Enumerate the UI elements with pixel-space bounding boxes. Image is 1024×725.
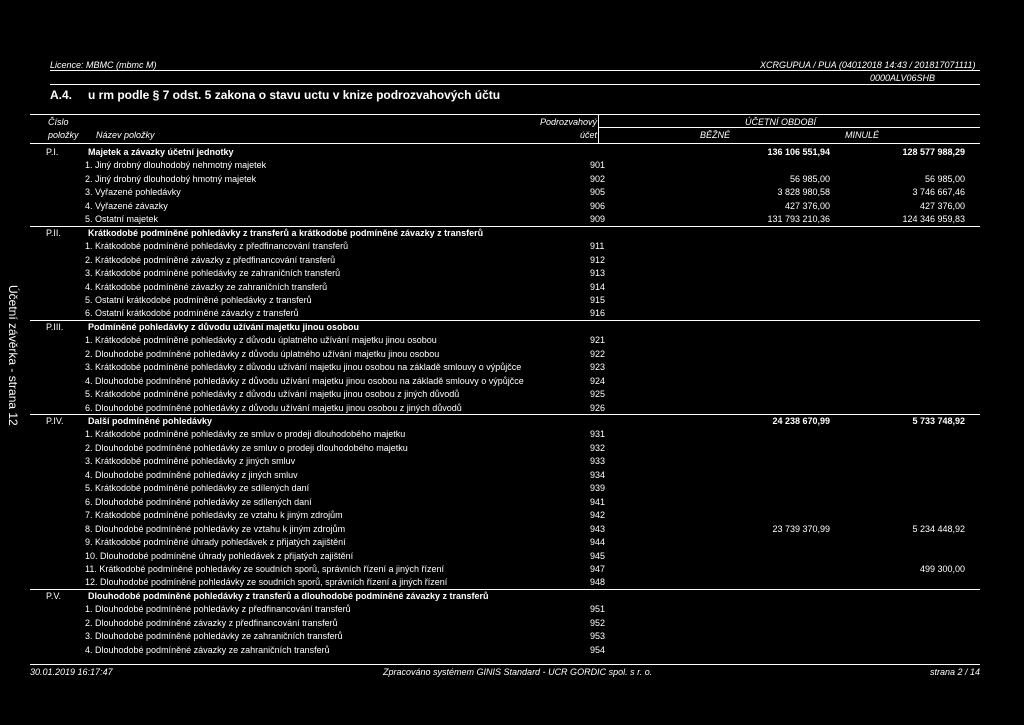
row-name: 4. Dlouhodobé podmíněné závazky ze zahraničních transferů (85, 644, 330, 655)
row-name: 5. Krátkodobé podmíněné pohledávky ze sdílených daní (85, 483, 310, 494)
col-polozky: položky (48, 130, 79, 140)
row-code: 931 (590, 429, 606, 440)
row-previous: 124 346 959,83 (902, 214, 965, 225)
row-previous: 427 376,00 (919, 200, 965, 211)
row-code: 947 (590, 563, 606, 574)
system-id: XCRGUPUA / PUA (04012018 14:43 / 201817071111) (760, 60, 976, 70)
row-name: 8. Dlouhodobé podmíněné pohledávky ze vztahu k jiným zdrojům (85, 523, 346, 534)
row-name: Další podmíněné pohledávky (88, 416, 213, 426)
row-code: 912 (590, 254, 606, 265)
row-code: 951 (590, 604, 606, 615)
row-code: 905 (590, 187, 606, 198)
table-row (30, 522, 980, 536)
page-title: u rm podle § 7 odst. 5 zakona o stavu uctu v knize podrozvahových účtu (88, 88, 501, 102)
col-podrozvahovy: Podrozvahový (540, 117, 598, 127)
row-current: 3 828 980,58 (777, 187, 830, 198)
table-row (30, 333, 980, 347)
table-row (30, 306, 980, 320)
row-name: 9. Krátkodobé podmíněné úhrady pohledávek z přijatých zajištění (85, 537, 346, 548)
row-name: 1. Jiný drobný dlouhodobý nehmotný majetek (85, 160, 267, 171)
table-row (30, 401, 980, 415)
row-name: 2. Krátkodobé podmíněné závazky z předfinancování transferů (85, 254, 336, 265)
table-header-rule (30, 143, 980, 144)
table-row (30, 495, 980, 509)
row-code: 934 (590, 469, 606, 480)
table-row (30, 158, 980, 172)
col-cislo: Číslo (48, 117, 69, 127)
row-previous: 3 746 667,46 (912, 187, 965, 198)
row-section: P.V. (46, 590, 62, 601)
row-code: 926 (590, 402, 606, 413)
row-name: 1. Krátkodobé podmíněné pohledávky z předfinancování transferů (85, 241, 349, 252)
row-name: 7. Krátkodobé podmíněné pohledávky ze vztahu k jiným zdrojům (85, 510, 343, 521)
footer-system: Zpracováno systémem GINIS Standard - UCR GORDIC spol. s r. o. (383, 667, 653, 677)
row-code: 942 (590, 510, 606, 521)
row-name: Majetek a závazky účetní jednotky (88, 147, 234, 157)
section-rule (30, 226, 980, 227)
row-name: 12. Dlouhodobé podmíněné pohledávky ze soudních sporů, správních řízení a jiných řízení (85, 577, 448, 588)
row-previous: 5 234 448,92 (912, 523, 965, 534)
table-row (30, 185, 980, 199)
row-name: 2. Dlouhodobé podmíněné pohledávky z důvodu úplatného užívání majetku jinou osobou (85, 348, 440, 359)
row-code: 909 (590, 214, 606, 225)
licence-text: Licence: MBMC (mbmc M) (50, 60, 157, 70)
row-name: 1. Dlouhodobé podmíněné pohledávky z předfinancování transferů (85, 604, 351, 615)
row-name: 2. Jiný drobný dlouhodobý hmotný majetek (85, 173, 257, 184)
row-name: 2. Dlouhodobé podmíněné závazky z předfinancování transferů (85, 617, 338, 628)
row-current: 24 238 670,99 (772, 416, 830, 426)
row-name: 11. Krátkodobé podmíněné pohledávky ze soudních sporů, správních řízení a jiných řízení (85, 563, 445, 574)
table-row (30, 454, 980, 468)
row-current: 427 376,00 (784, 200, 830, 211)
row-name: 6. Dlouhodobé podmíněné pohledávky z důvodu užívání majetku jinou osobou z jiných důvodů (85, 402, 462, 413)
table-row (30, 293, 980, 307)
row-current: 56 985,00 (789, 173, 830, 184)
footer-datetime: 30.01.2019 16:17:47 (30, 667, 113, 677)
row-code: 924 (590, 375, 606, 386)
table-row (30, 643, 980, 657)
row-code: 925 (590, 389, 606, 400)
table-row (30, 199, 980, 213)
row-code: 923 (590, 362, 606, 373)
row-code: 921 (590, 335, 606, 346)
row-name: 4. Dlouhodobé podmíněné pohledávky z jiných smluv (85, 469, 298, 480)
row-name: 6. Dlouhodobé podmíněné pohledávky ze sdílených daní (85, 496, 312, 507)
row-code: 944 (590, 537, 606, 548)
section-rule (30, 414, 980, 415)
row-previous: 128 577 988,29 (902, 147, 965, 157)
table-row (30, 441, 980, 455)
section-row (30, 145, 980, 159)
row-name: 1. Krátkodobé podmíněné pohledávky ze smluv o prodeji dlouhodobého majetku (85, 429, 406, 440)
row-name: 4. Krátkodobé podmíněné závazky ze zahraničních transferů (85, 281, 328, 292)
col-minule: MINULÉ (845, 130, 880, 140)
section-rule (30, 320, 980, 321)
row-name: 5. Krátkodobé podmíněné pohledávky z důvodu užívání majetku jinou osobou z jiných důvodů (85, 389, 460, 400)
side-label (2, 285, 42, 425)
table-row (30, 575, 980, 589)
col-ucet: účet (580, 130, 598, 140)
table-row (30, 374, 980, 388)
table-row (30, 212, 980, 226)
table-row (30, 239, 980, 253)
row-code: 945 (590, 550, 606, 561)
table-row (30, 468, 980, 482)
table-row (30, 387, 980, 401)
section-number: A.4. (50, 88, 73, 102)
row-code: 953 (590, 631, 606, 642)
row-name: 5. Ostatní majetek (85, 214, 159, 225)
row-code: 914 (590, 281, 606, 292)
row-name: 5. Ostatní krátkodobé podmíněné pohledávky z transferů (85, 294, 312, 305)
row-name: 3. Dlouhodobé podmíněné pohledávky ze zahraničních transferů (85, 631, 343, 642)
row-code: 939 (590, 483, 606, 494)
row-code: 952 (590, 617, 606, 628)
table-row (30, 602, 980, 616)
row-section: P.II. (46, 227, 61, 238)
row-code: 948 (590, 577, 606, 588)
table-row (30, 549, 980, 563)
row-code: 906 (590, 200, 606, 211)
row-name: 10. Dlouhodobé podmíněné úhrady pohledávek z přijatých zajištění (85, 550, 354, 561)
row-name: Krátkodobé podmíněné pohledávky z transferů a krátkodobé podmíněné závazky z transferů (88, 227, 484, 238)
header-rule (50, 70, 980, 71)
row-name: Podmíněné pohledávky z důvodu užívání majetku jinou osobou (88, 321, 360, 332)
row-code: 954 (590, 644, 606, 655)
row-name: 1. Krátkodobé podmíněné pohledávky z důvodu úplatného užívání majetku jinou osobou (85, 335, 437, 346)
obdobi-rule (598, 127, 980, 128)
section-row (30, 320, 980, 334)
col-divider (598, 114, 599, 144)
row-previous: 499 300,00 (919, 563, 965, 574)
table-row (30, 347, 980, 361)
row-name: Dlouhodobé podmíněné pohledávky z transferů a dlouhodobé podmíněné závazky z transferů (88, 590, 489, 601)
row-code: 922 (590, 348, 606, 359)
table-row (30, 266, 980, 280)
row-code: 933 (590, 456, 606, 467)
row-current: 136 106 551,94 (767, 147, 830, 157)
table-row (30, 562, 980, 576)
section-row (30, 589, 980, 603)
row-code: 915 (590, 294, 606, 305)
table-row (30, 253, 980, 267)
table-row (30, 172, 980, 186)
row-code: 911 (590, 241, 605, 252)
side-label-text: Účetní závěrka - strana 12 (6, 285, 20, 426)
section-rule (30, 589, 980, 590)
row-current: 23 739 370,99 (772, 523, 830, 534)
row-section: P.IV. (46, 416, 64, 426)
row-section: P.III. (46, 321, 64, 332)
footer-page: strana 2 / 14 (930, 667, 981, 677)
row-current: 131 793 210,36 (767, 214, 830, 225)
row-code: 943 (590, 523, 606, 534)
row-code: 901 (590, 160, 606, 171)
row-name: 6. Ostatní krátkodobé podmíněné závazky z transferů (85, 308, 299, 319)
row-name: 4. Dlouhodobé podmíněné pohledávky z důvodu užívání majetku jinou osobou na základě smlouvy o výpůjčce (85, 375, 524, 386)
table-row (30, 616, 980, 630)
table-row (30, 481, 980, 495)
table-row (30, 508, 980, 522)
row-name: 3. Krátkodobé podmíněné pohledávky z jiných smluv (85, 456, 296, 467)
row-name: 3. Krátkodobé podmíněné pohledávky z důvodu užívání majetku jinou osobou na základě smlouvy o výpůjčce (85, 362, 522, 373)
header-rule-2 (50, 84, 980, 85)
col-obdobi: ÚČETNÍ OBDOBÍ (745, 117, 817, 127)
row-previous: 5 733 748,92 (912, 416, 965, 426)
table-top-rule (30, 114, 980, 115)
table-row (30, 360, 980, 374)
col-bezne: BĚŽNÉ (700, 130, 731, 140)
section-row (30, 226, 980, 240)
row-code: 941 (590, 496, 606, 507)
row-name: 3. Krátkodobé podmíněné pohledávky ze zahraničních transferů (85, 268, 341, 279)
row-name: 4. Vyřazené závazky (85, 200, 168, 211)
table-row (30, 427, 980, 441)
row-code: 916 (590, 308, 606, 319)
row-code: 932 (590, 442, 606, 453)
doc-code: 0000ALV06SHB (870, 73, 936, 83)
row-code: 902 (590, 173, 606, 184)
table-row (30, 280, 980, 294)
footer-rule (30, 664, 980, 665)
row-section: P.I. (46, 147, 59, 157)
row-previous: 56 985,00 (924, 173, 965, 184)
section-row (30, 414, 980, 428)
row-name: 2. Dlouhodobé podmíněné pohledávky ze smluv o prodeji dlouhodobého majetku (85, 442, 408, 453)
row-code: 913 (590, 268, 606, 279)
col-nazev: Název položky (96, 130, 155, 140)
table-row (30, 535, 980, 549)
row-name: 3. Vyřazené pohledávky (85, 187, 181, 198)
table-row (30, 629, 980, 643)
